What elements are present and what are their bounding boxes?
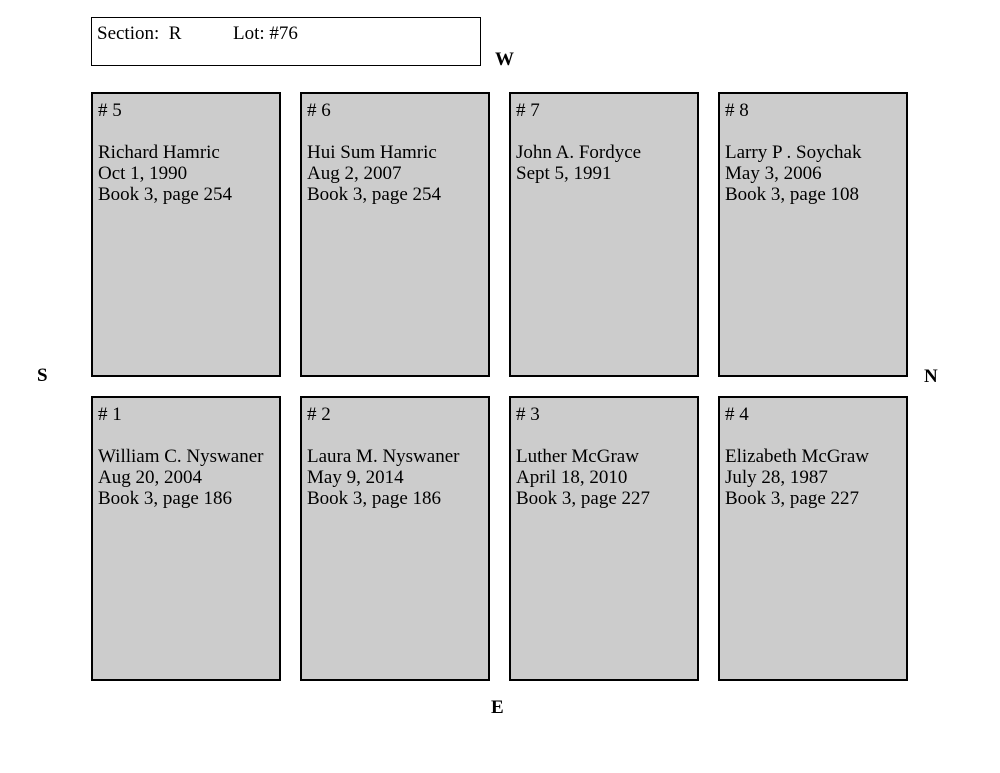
plot-name: Richard Hamric [98, 142, 220, 163]
grave-plot-7 [509, 92, 699, 377]
plot-number: # 4 [725, 404, 749, 425]
plot-number: # 1 [98, 404, 122, 425]
plot-book-ref: Book 3, page 108 [725, 184, 860, 205]
plot-date: Aug 20, 2004 [98, 467, 202, 488]
plot-book-ref: Book 3, page 254 [307, 184, 442, 205]
plot-number: # 2 [307, 404, 331, 425]
plot-name: William C. Nyswaner [98, 446, 264, 467]
compass-west: W [495, 49, 514, 70]
plot-date: Sept 5, 1991 [516, 163, 612, 184]
plot-book-ref: Book 3, page 254 [98, 184, 233, 205]
plot-number: # 3 [516, 404, 540, 425]
plot-date: May 3, 2006 [725, 163, 822, 184]
grave-plot-4 [718, 396, 908, 681]
lot-header-box [91, 17, 481, 66]
plot-date: July 28, 1987 [725, 467, 828, 488]
plot-name: Hui Sum Hamric [307, 142, 437, 163]
grave-plot-2 [300, 396, 490, 681]
plot-number: # 6 [307, 100, 331, 121]
plot-book-ref: Book 3, page 227 [516, 488, 651, 509]
plot-name: Elizabeth McGraw [725, 446, 870, 467]
plot-date: Oct 1, 1990 [98, 163, 188, 184]
grave-plot-6 [300, 92, 490, 377]
plot-book-ref: Book 3, page 186 [98, 488, 233, 509]
plot-date: May 9, 2014 [307, 467, 404, 488]
plot-book-ref: Book 3, page 227 [725, 488, 860, 509]
lot-label: Lot: #76 [233, 23, 298, 44]
compass-south: S [37, 365, 48, 386]
grave-plot-8 [718, 92, 908, 377]
compass-east: E [491, 697, 504, 718]
plot-number: # 8 [725, 100, 749, 121]
plot-date: April 18, 2010 [516, 467, 628, 488]
grave-plot-3 [509, 396, 699, 681]
plot-date: Aug 2, 2007 [307, 163, 402, 184]
plot-name: Luther McGraw [516, 446, 639, 467]
plot-name: Larry P . Soychak [725, 142, 862, 163]
plot-name: John A. Fordyce [516, 142, 642, 163]
section-label: Section: R [97, 23, 182, 44]
plot-number: # 7 [516, 100, 540, 121]
grave-plot-5 [91, 92, 281, 377]
plot-book-ref: Book 3, page 186 [307, 488, 442, 509]
grave-plot-1 [91, 396, 281, 681]
compass-north: N [924, 366, 938, 387]
plot-name: Laura M. Nyswaner [307, 446, 460, 467]
plot-number: # 5 [98, 100, 122, 121]
